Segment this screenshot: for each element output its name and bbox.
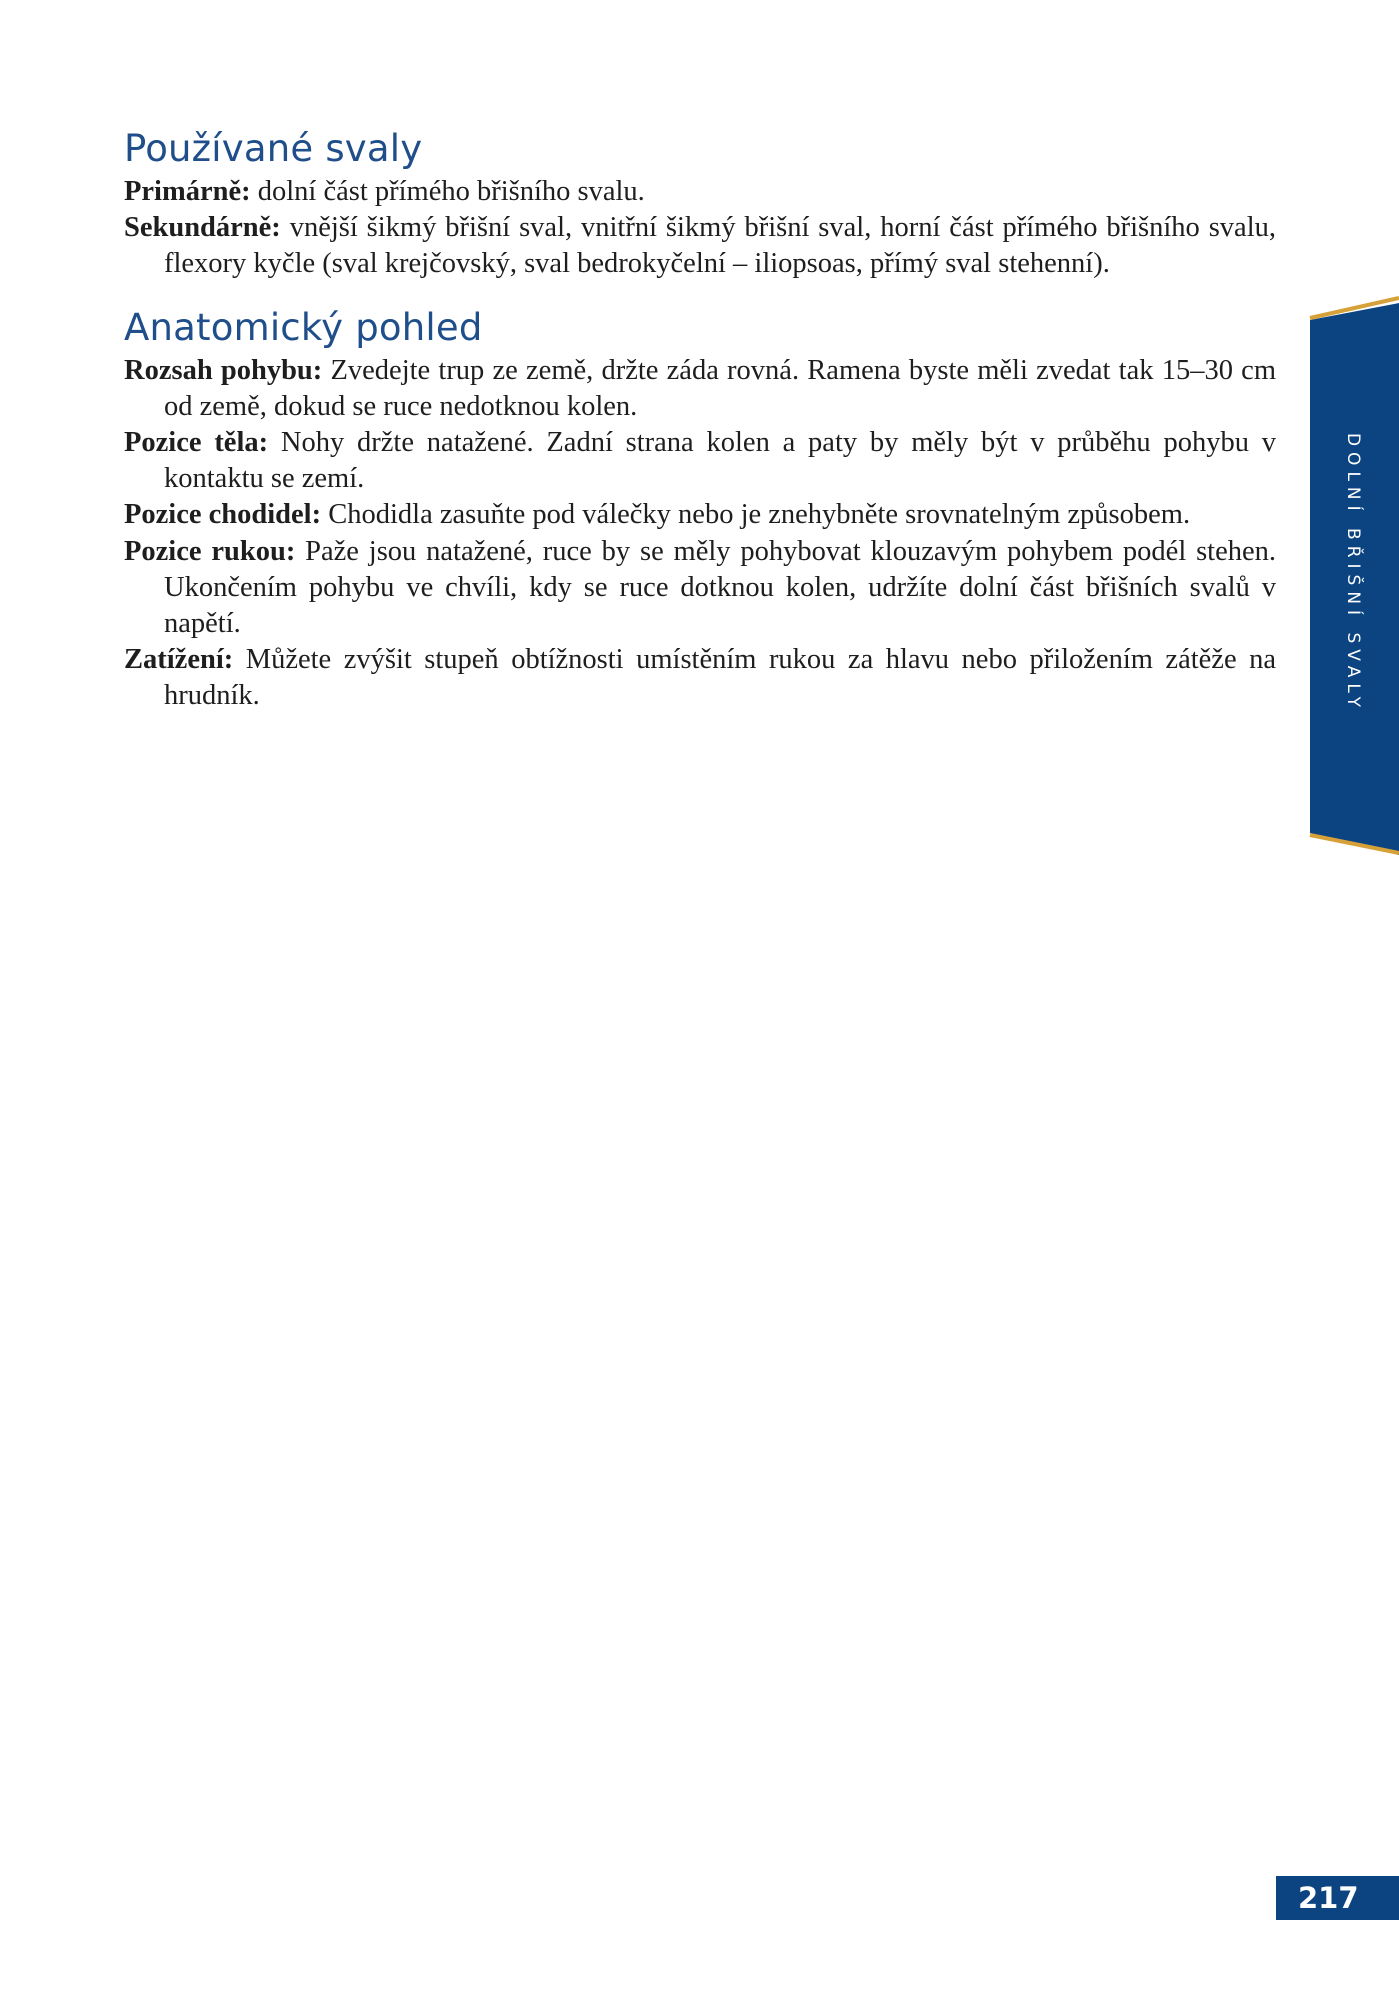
entry-foot-position <box>124 497 1276 533</box>
entry-body-position <box>124 425 1276 497</box>
chapter-side-tab <box>1308 295 1399 855</box>
entry-load <box>124 642 1276 714</box>
entry-text: Nohy držte natažené. Zadní strana kolen a paty by měly být v průběhu pohybu v kontaktu se zemí. <box>164 427 1276 495</box>
section-heading: Anatomický pohled <box>124 305 483 349</box>
section-heading: Používané svaly <box>124 127 423 170</box>
entry-label: Pozice chodidel: <box>124 499 322 531</box>
section-anatomical-view <box>124 303 1276 715</box>
entry-text: dolní část přímého břišního svalu. <box>250 176 645 207</box>
entry-secondary <box>124 210 1276 282</box>
page-number: 217 <box>1276 1876 1399 1920</box>
entry-label: Sekundárně: <box>124 212 281 244</box>
entry-label: Rozsah pohybu: <box>124 354 323 386</box>
entry-primary <box>124 174 1276 210</box>
entry-text: Zvedejte trup ze země, držte záda rovná. Ramena byste měli zvedat tak 15–30 cm od země, dokud se ruce nedotknou kolen. <box>164 354 1276 422</box>
entry-text: Chodidla zasuňte pod válečky nebo je znehybněte srovnatelným způsobem. <box>321 499 1191 531</box>
side-tab-label: DOLNÍ BŘIŠNÍ SVALY <box>1343 432 1363 714</box>
section-muscles-used <box>124 124 1276 283</box>
entry-text: Paže jsou natažené, ruce by se měly pohybovat klouzavým pohybem podél stehen. Ukončením pohybu ve chvíli, kdy se ruce dotknou kolen, udržíte dolní část břišních svalů v napětí. <box>164 535 1277 640</box>
entry-range-of-motion <box>124 353 1276 425</box>
page-content <box>124 124 1276 715</box>
entry-text: Můžete zvýšit stupeň obtížnosti umístěním rukou za hlavu nebo přiložením zátěže na hrudník. <box>164 644 1276 712</box>
entry-label: Zatížení: <box>124 644 234 676</box>
entry-label: Primárně: <box>124 176 251 207</box>
entry-label: Pozice rukou: <box>124 535 296 567</box>
entry-label: Pozice těla: <box>124 427 269 459</box>
entry-hand-position <box>124 534 1276 643</box>
entry-text: vnější šikmý břišní sval, vnitřní šikmý břišní sval, horní část přímého břišního svalu, flexory kyčle (sval krejčovský, sval bedrokyčelní – iliopsoas, přímý sval stehenní). <box>164 212 1276 280</box>
